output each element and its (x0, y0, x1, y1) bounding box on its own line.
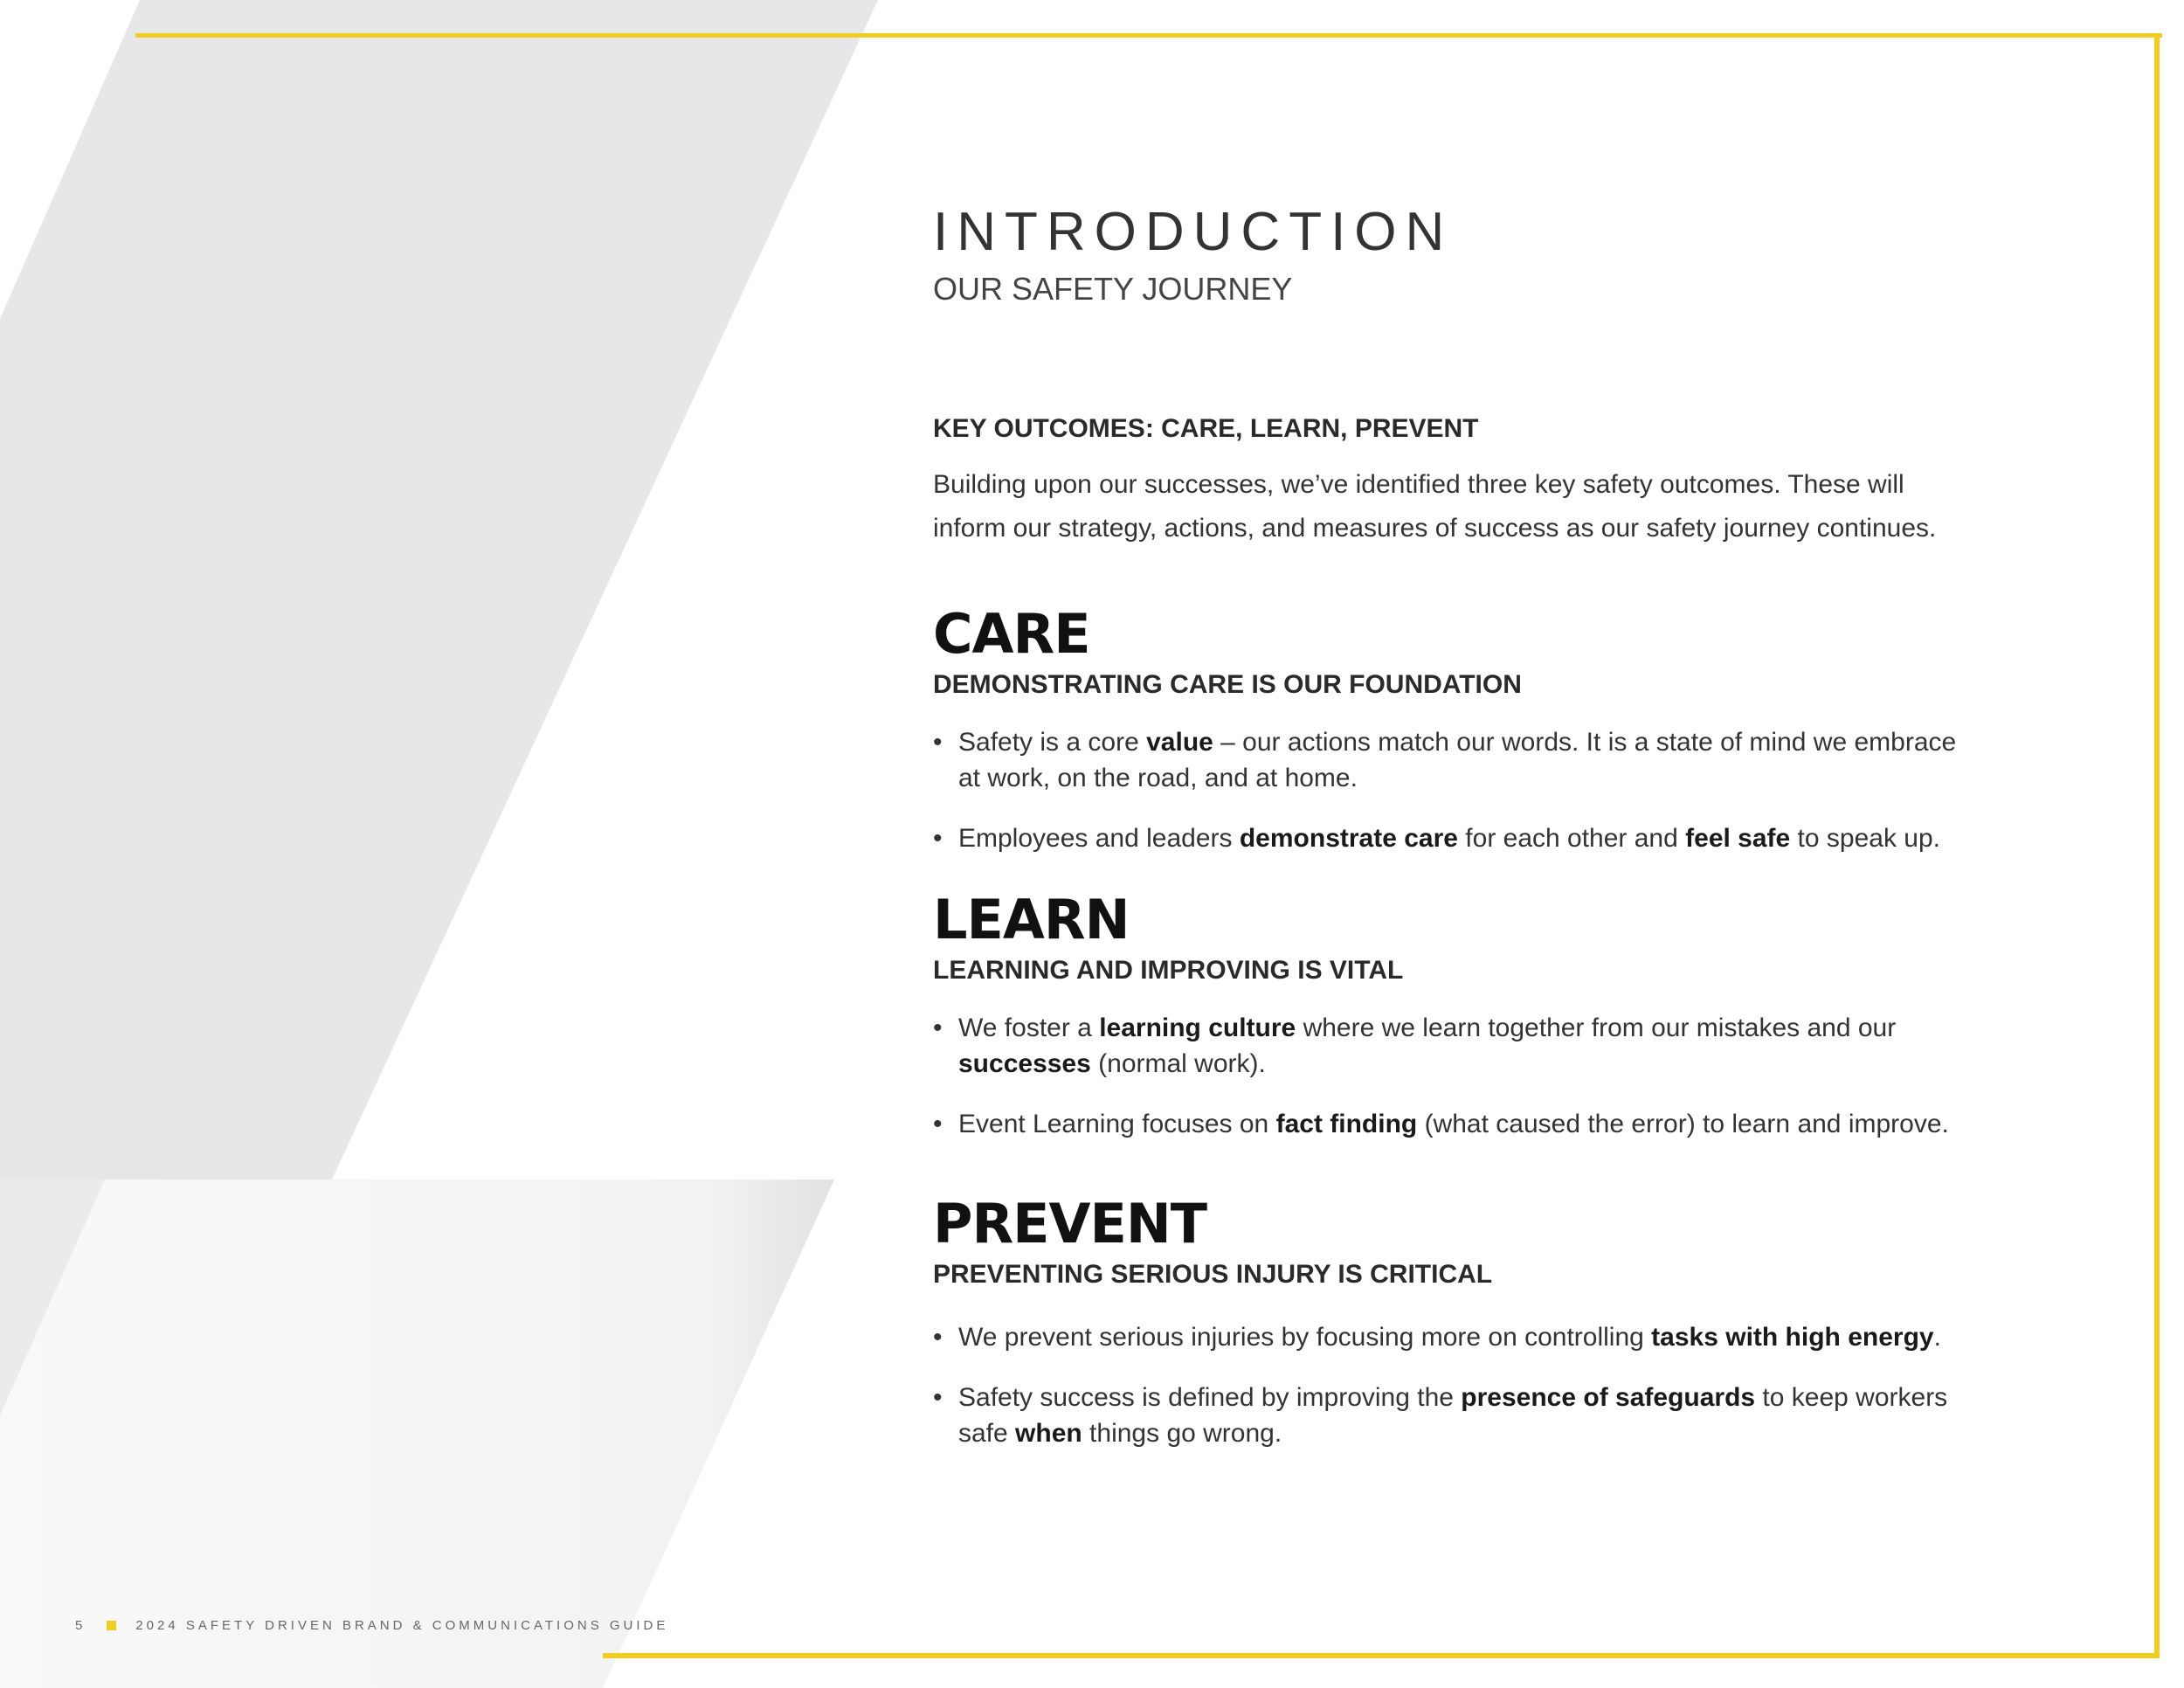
page-subtitle: OUR SAFETY JOURNEY (933, 271, 1293, 307)
section-subheading-care: DEMONSTRATING CARE IS OUR FOUNDATION (933, 670, 1522, 699)
bullet-emphasis: learning culture (1099, 1013, 1296, 1042)
section-subheading-prevent: PREVENTING SERIOUS INJURY IS CRITICAL (933, 1260, 1493, 1289)
bullet-text: for each other and (1457, 824, 1686, 853)
bullet-text: We foster a (958, 1013, 1100, 1042)
bullet-text: to keep workers safe (958, 1383, 1948, 1448)
yellow-frame-top (135, 33, 2162, 38)
section-word-prevent: PREVENT (933, 1192, 1207, 1256)
key-outcomes-body: Building upon our successes, we’ve identified three key safety outcomes. These will inform our strategy, actions, and measures of success as our safety journey continues. (933, 470, 1937, 543)
bullet-emphasis: value (1146, 728, 1213, 757)
bullet-item (933, 1106, 1964, 1142)
bullet-list-learn (933, 1010, 1964, 1142)
section-word-care: CARE (933, 602, 1090, 666)
bullet-text: (normal work). (1090, 1049, 1266, 1078)
bullet-emphasis: feel safe (1685, 824, 1791, 853)
bullet-list-care (933, 724, 1964, 856)
bullet-emphasis: presence of safeguards (1461, 1383, 1756, 1412)
bullet-item (933, 724, 1964, 796)
bullet-emphasis: tasks with high energy (1651, 1323, 1934, 1352)
bullet-text: – our actions match our words. It is a state of mind we embrace at work, on the road, and at home. (958, 728, 1957, 792)
page-title: INTRODUCTION (933, 202, 1454, 262)
bullet-text: things go wrong. (1082, 1419, 1282, 1448)
bullet-emphasis: fact finding (1275, 1110, 1418, 1138)
page-number: 5 (75, 1618, 86, 1633)
bullet-item (933, 1010, 1964, 1082)
bullet-item (933, 1380, 1964, 1451)
bullet-text: Employees and leaders (958, 824, 1240, 853)
bullet-list-prevent (933, 1319, 1964, 1451)
bullet-text: Safety is a core (958, 728, 1147, 757)
section-learn (933, 888, 1964, 1142)
bullet-text: (what caused the error) to learn and improve. (1417, 1110, 1949, 1138)
yellow-frame-bottom (603, 1653, 2160, 1658)
bullet-emphasis: demonstrate care (1239, 824, 1458, 853)
page-footer (75, 1618, 668, 1633)
section-word-learn: LEARN (933, 888, 1130, 951)
bullet-text: Event Learning focuses on (958, 1110, 1276, 1138)
bullet-emphasis: when (1015, 1419, 1082, 1448)
bullet-text: to speak up. (1790, 824, 1941, 853)
yellow-square-icon (107, 1621, 116, 1630)
footer-guide-title: 2024 SAFETY DRIVEN BRAND & COMMUNICATIONS GUIDE (135, 1618, 669, 1633)
section-care (933, 602, 1964, 856)
bullet-text: where we learn together from our mistakes and our (1296, 1013, 1897, 1042)
bullet-text: Safety success is defined by improving the (958, 1383, 1462, 1412)
key-outcomes-heading: KEY OUTCOMES: CARE, LEARN, PREVENT (933, 414, 1479, 443)
bullet-emphasis: successes (958, 1049, 1091, 1078)
bullet-text: . (1933, 1323, 1941, 1352)
bullet-item (933, 820, 1964, 856)
bullet-item (933, 1319, 1964, 1355)
light-slant-shape (0, 1180, 834, 1688)
bullet-text: We prevent serious injuries by focusing more on controlling (958, 1323, 1652, 1352)
yellow-frame-right (2154, 33, 2160, 1658)
section-prevent (933, 1192, 1964, 1451)
gray-slant-shape (0, 0, 878, 1180)
section-subheading-learn: LEARNING AND IMPROVING IS VITAL (933, 956, 1404, 985)
